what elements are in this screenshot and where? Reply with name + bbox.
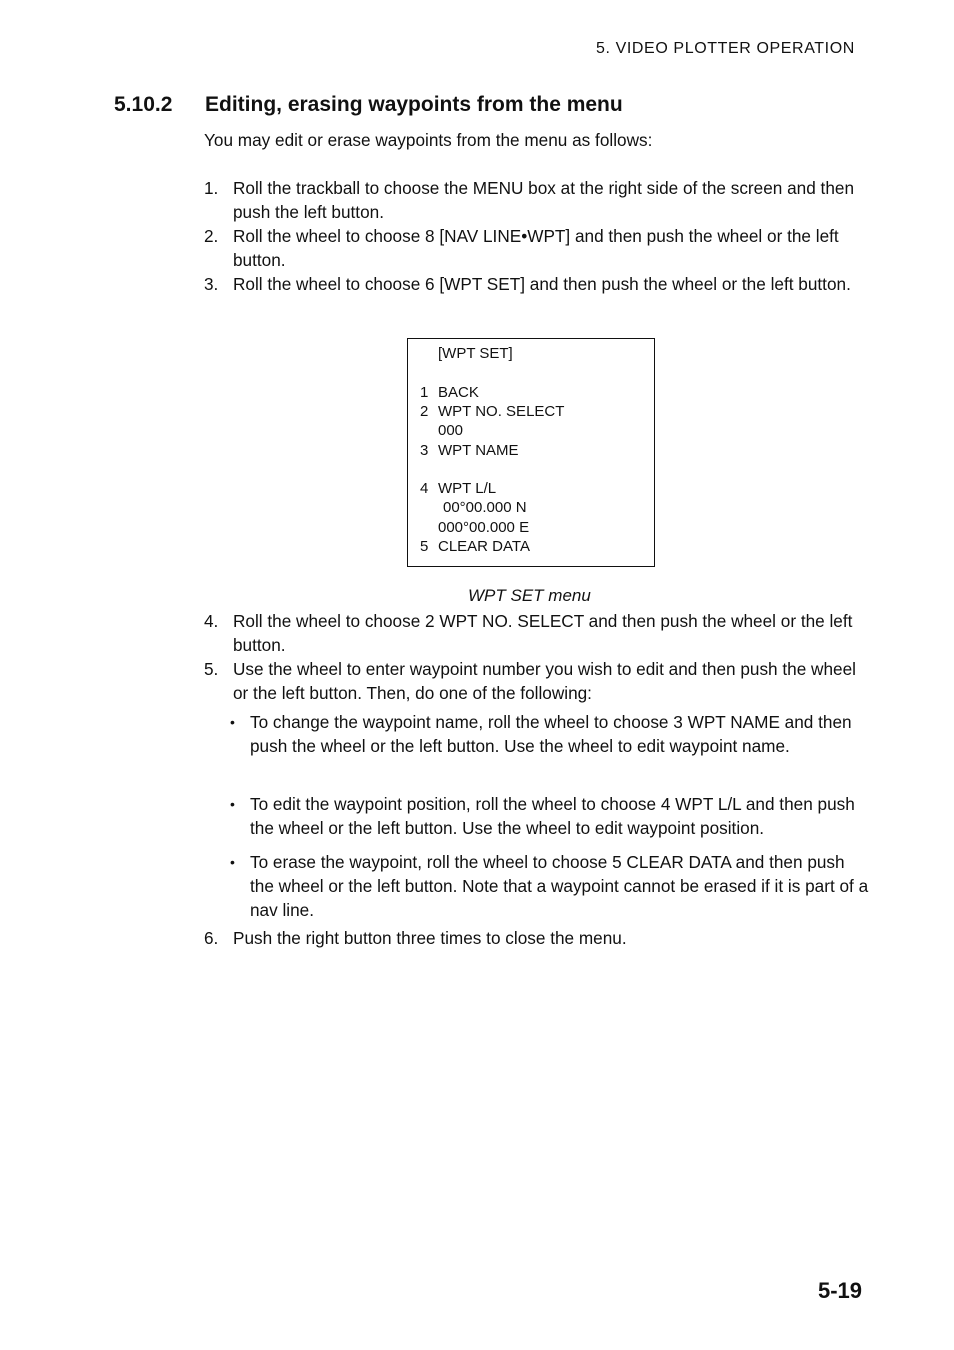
figure-caption: WPT SET menu bbox=[468, 586, 591, 605]
menu-item-number: 1 bbox=[420, 384, 429, 401]
menu-item-wpt-name: WPT NAME bbox=[438, 442, 519, 459]
step-number: 3. bbox=[204, 274, 219, 294]
step-6 bbox=[204, 926, 868, 950]
wpt-set-menu bbox=[407, 338, 655, 567]
bullet-erase-waypoint bbox=[230, 850, 870, 922]
menu-value-longitude: 000°00.000 E bbox=[438, 519, 530, 536]
menu-item-number: 4 bbox=[420, 480, 429, 497]
bullet-icon: • bbox=[230, 854, 235, 870]
bullet-text: To edit the waypoint position, roll the wheel to choose 4 WPT L/L and then push the wheel or the left button. Use the wheel to edit waypoint position. bbox=[250, 794, 855, 838]
bullet-change-name bbox=[230, 710, 870, 782]
step-text: Roll the trackball to choose the MENU box at the right side of the screen and then push the left button. bbox=[233, 178, 855, 222]
step-text: Push the right button three times to close the menu. bbox=[233, 928, 627, 948]
step-3 bbox=[204, 272, 868, 320]
menu-value-latitude: 00°00.000 N bbox=[443, 499, 527, 516]
menu-item-number: 3 bbox=[420, 442, 429, 459]
step-number: 1. bbox=[204, 178, 219, 198]
bullet-edit-position bbox=[230, 792, 870, 840]
menu-item-number: 5 bbox=[420, 538, 429, 555]
step-1 bbox=[204, 176, 868, 224]
menu-title: [WPT SET] bbox=[438, 345, 513, 362]
running-header: 5. VIDEO PLOTTER OPERATION bbox=[596, 40, 855, 57]
step-4 bbox=[204, 609, 868, 657]
step-text: Use the wheel to enter waypoint number you wish to edit and then push the wheel or the left button. Then, do one of the following: bbox=[233, 659, 856, 703]
menu-item-wpt-no-select: WPT NO. SELECT bbox=[438, 403, 565, 420]
step-number: 2. bbox=[204, 226, 219, 246]
menu-item-back: BACK bbox=[438, 384, 479, 401]
section-number: 5.10.2 bbox=[114, 93, 173, 116]
step-5 bbox=[204, 657, 868, 705]
step-text: Roll the wheel to choose 2 WPT NO. SELECT and then push the wheel or the left button. bbox=[233, 611, 853, 655]
bullet-text: To erase the waypoint, roll the wheel to choose 5 CLEAR DATA and then push the wheel or the left button. Note that a waypoint cannot be erased if it is part of a nav line. bbox=[250, 852, 869, 920]
step-text: Roll the wheel to choose 6 [WPT SET] and then push the wheel or the left button. bbox=[233, 274, 851, 294]
bullet-icon: • bbox=[230, 796, 235, 812]
step-number: 5. bbox=[204, 659, 219, 679]
menu-item-wpt-ll: WPT L/L bbox=[438, 480, 497, 497]
step-number: 4. bbox=[204, 611, 219, 631]
bullet-text: To change the waypoint name, roll the wheel to choose 3 WPT NAME and then push the wheel or the left button. Use the wheel to edit waypoint name. bbox=[250, 712, 852, 756]
step-number: 6. bbox=[204, 928, 219, 948]
bullet-icon: • bbox=[230, 714, 235, 730]
step-2 bbox=[204, 224, 868, 272]
menu-item-number: 2 bbox=[420, 403, 429, 420]
page-number: 5-19 bbox=[818, 1278, 863, 1303]
section-title: Editing, erasing waypoints from the menu bbox=[205, 93, 623, 116]
intro-paragraph: You may edit or erase waypoints from the menu as follows: bbox=[204, 130, 653, 150]
step-text: Roll the wheel to choose 8 [NAV LINE•WPT] and then push the wheel or the left button. bbox=[233, 226, 839, 270]
menu-value-wpt-no: 000 bbox=[438, 422, 464, 439]
menu-item-clear-data: CLEAR DATA bbox=[438, 538, 530, 555]
